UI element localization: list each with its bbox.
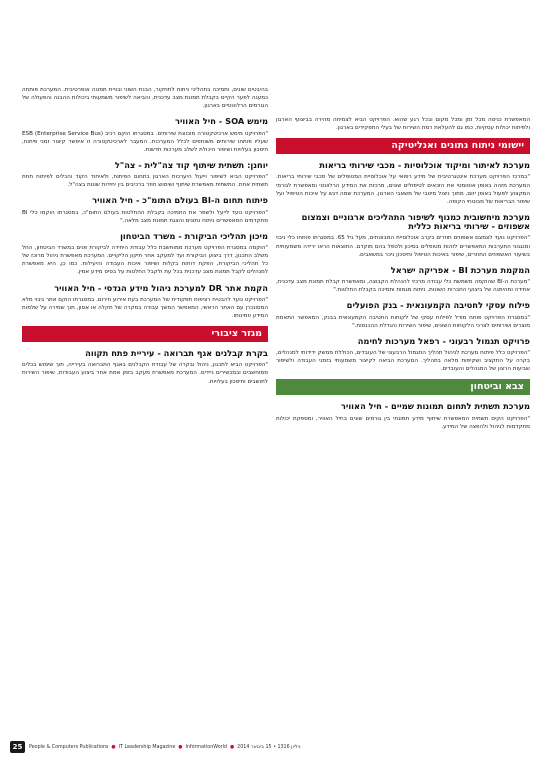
article-title-sky-imagery: מערכת תשתית לתחום תמונות שמיים - חיל האוויר xyxy=(340,401,530,412)
section-banner-analytics: יישומי ניתוח נתונים ואנליטיקה xyxy=(276,138,530,154)
article-title-code-sharing: יוחנן: תשתית שיתוף קוד צה"לית - צה"ל xyxy=(114,159,268,170)
footer-separator: ● xyxy=(229,744,235,750)
article-body-clalit: "הפרויקט נועד לצמצם אשפוזים חוזרים בקרב אוכלוסיית המבוטחים, מעל גיל 65. במסגרתו פותחו כלי ניבוי ומנגנוני התערבות המאפשרים לזהות מטופלים בסיכון ולטפל בהם מוקדם. התוצאות הראו ירידה משמעותית בשיעור האשפוזים החוזרים, שיפור באיכות הטיפול וחיסכון ניכר במשאבים. xyxy=(276,235,530,258)
article-body-bi-air-force: "הפרויקט נועד לייעל ולשפר את התמיכה בקבלת ההחלטות בעולם התומ"כ, במסגרתו הוקמו כלי BI מתקדמים המאפשרים ניתוח נתונים והצגת תמונת מצב מלאה." xyxy=(22,209,268,224)
footer-separator: ● xyxy=(178,744,183,750)
article-title-soa: מימש SOA - חיל האוויר xyxy=(174,116,268,127)
article-title-clalit: מערכת מיחשובית כמנוף לשיפור התהליכים ארגוניים וצמצום אשפוזים - שירותי בריאות כללית xyxy=(301,211,530,232)
section-banner-public-sector: מגזר ציבורי xyxy=(22,326,268,342)
article-title-maccabi: מערכת לאיתור ומיקוד אוכלוסיות - מכבי שירותי בריאות xyxy=(319,160,530,171)
article-body-code-sharing: "הפרויקט הביא לשיפור וייעול היערכות הארגון בתחום הפיתוח, ולאיחוד הקוד והכלים לפיתוח תחת תשתית אחת. התשתית מאפשרת שיתוף ושימוש חוזר ברכיבים בין יחידות שונות בצה"ל. xyxy=(22,174,268,189)
footer-magazine: IT Leadership Magazine xyxy=(118,744,176,750)
article-body-africa-israel: "מערכת ה-BI שהוקמה משמשת כלי עבודה מרכזי להנהלת הקבוצה, ומאפשרת קבלת תמונת מצב עדכנית, אחידה ומהימנה של ביצועי החברות השונות, ניתוח מגמות ותמיכה בקבלת החלטות." xyxy=(276,279,530,294)
left-column xyxy=(22,86,268,389)
article-body-sky-imagery: "הפרויקט הקים תשתית המאפשרת שיתוף מידע תמונתי בין גורמים שונים בחיל האוויר, ומספקת יכולות מתקדמות לניהול ולהפצה של המידע. xyxy=(276,415,530,430)
article-body-rafael: "הפרויקט כלל פיתוח מערכת לניהול תהליך התגמול הרבעוני של העובדים, הכוללת ממשק ידידותי למנהלים, בקרה על התקציב ושקיפות מלאה בתהליך. המערכת הביאה לקיצור משמעותי בזמני העבודה ולשיפור שביעות הרצון של המנהלים והעובדים. xyxy=(276,350,530,373)
article-title-bi-air-force: פיתוח תחום ה-BI בעולם התומ"כ - חיל האוויר xyxy=(92,195,268,206)
article-title-dr-site: הקמת אתר DR למערכת ניהול מידע הנדסי - חיל האוויר xyxy=(54,282,268,293)
article-body-petah-tikva: "הפרויקט הביא לתכנון, ניהול ובקרה של עבודת הקבלנים באגף התברואה בעירייה, תוך שימוש בכלים ממוחשבים ובמכשירים ניידים. המערכת מאפשרת מעקב בזמן אמת אחר ביצוע העבודות, שיפור השירות לתושבים וחיסכון בעלויות. xyxy=(22,362,268,385)
article-body-audit: "הוקמה במסגרת הפרויקט מערכת ממוחשבת כלל עבודת היחידה לביקורת פנים במשרד הביטחון, החל משלב התכנון, דרך ביצוע הביקורת ועד למעקב אחר תיקון הליקויים. המערכת מאפשרת ניהול מרוכז של כל תהליכי הביקורת, הפקת דוחות בקלות ושיפור איכות העבודה והיעילות. כמו כן, היא מאפשרת למנהלים לקבל תמונת מצב עדכנית בכל עת ולקבל החלטות על בסיס מידע אמין. xyxy=(22,245,268,276)
article-body-maccabi: "במרכז הפרויקט מערכת אינטגרטיבית של מידע רפואי על אוכלוסיית המטופלים של מכבי שירותי בריאות. המערכת מזהה באופן אוטומטי את הזכאים לטיפולים שונים, מרכזת את המידע הרלוונטי ומאפשרת לגורמי המקצוע לפעול באופן יזום, מתוך ניצול מיטבי של משאבי הארגון. המערכת שמה דגש על איכות הטיפול ועל שיפור הבריאות של מבוטחי הקופה. xyxy=(276,174,530,205)
footer-publisher: People & Computers Publications xyxy=(29,744,109,750)
article-title-petah-tikva: בקרת קבלנים אגף תברואה - עיריית פתח תקווה xyxy=(85,348,268,359)
footer-separator: ● xyxy=(111,744,116,750)
right-column xyxy=(276,116,530,434)
intro-paragraph: המאפשרת כניסה מכל זמן ומכל מקום ובכל רגע שהוא. הפרויקט הביא לצמיחה מהירה בביצועי הארגון ולפיתוח יכולות עסקיות, כמו גם להעלאת רמת השירות של בעלי התפקידים בארגון. xyxy=(276,117,530,132)
article-body-soa: "הפרויקט מימש ארכיטקטורה מוכוונת שירותים. במסגרתו הוקם רכיב ESB (Enterprise Service Bus) שעליו פותחו שירותים משותפים לכלל המערכות. המעבר לארכיטקטורה זו איפשר קיצור זמני פיתוח, חיסכון בעלויות ושיפור היכולת לשלב מערכות חדשות. xyxy=(22,130,269,153)
article-body-hapoalim: "במסגרת הפרויקט פותח מודל לפילוח עסקי של לקוחות החטיבה הקמעונאית בבנק, המאפשר התאמת מוצרים ושירותים לצרכי הלקוחות השונים, שיפור השירות והגדלת ההכנסות." xyxy=(276,314,530,329)
article-title-rafael: פרויקט תגמול רבעוני - רפאל מערכות לחימה xyxy=(357,335,530,346)
section-banner-defense: צבא וביטחון xyxy=(276,379,530,395)
left-top-paragraph: בהיבטים שונים, ותמיכה בתהליכי ניתוח לתחקור, הבנת השוני ובניית תמונה אופרטיבית. המערכת פותחה כמענה לפער הקיים בקבלת תמונת מצב עדכנית, והביאה לשיפור משמעותי ביכולות ההבנה והפעולה של הגורמים הרלוונטיים בארגון. xyxy=(22,87,268,110)
page-footer xyxy=(10,740,538,754)
article-title-africa-israel: המקמת מערכת BI - אפריקה ישראל xyxy=(390,264,530,275)
page-number: 25 xyxy=(10,741,25,753)
article-title-audit: מיכון תהליכי הביקורת - משרד הביטחון xyxy=(120,230,268,241)
footer-infoworld: InformationWorld xyxy=(185,744,227,750)
article-title-hapoalim: פילוח עסקי לחטיבה הקמעונאית - בנק הפועלים xyxy=(346,300,530,311)
footer-date: גיליון 1316 • 15 בינואר 2014 xyxy=(237,744,301,750)
article-body-dr-site: "הפרויקט נועד להבטיח רציפות תפקודית של המערכת בעת אירוע חירום. במסגרתו הוקם אתר גיבוי מלא המסונכרן עם האתר הראשי, המאפשר המשך עבודה במקרה של תקלה או אסון, תוך שמירה על שלמות המידע וזמינותו. xyxy=(22,296,268,319)
